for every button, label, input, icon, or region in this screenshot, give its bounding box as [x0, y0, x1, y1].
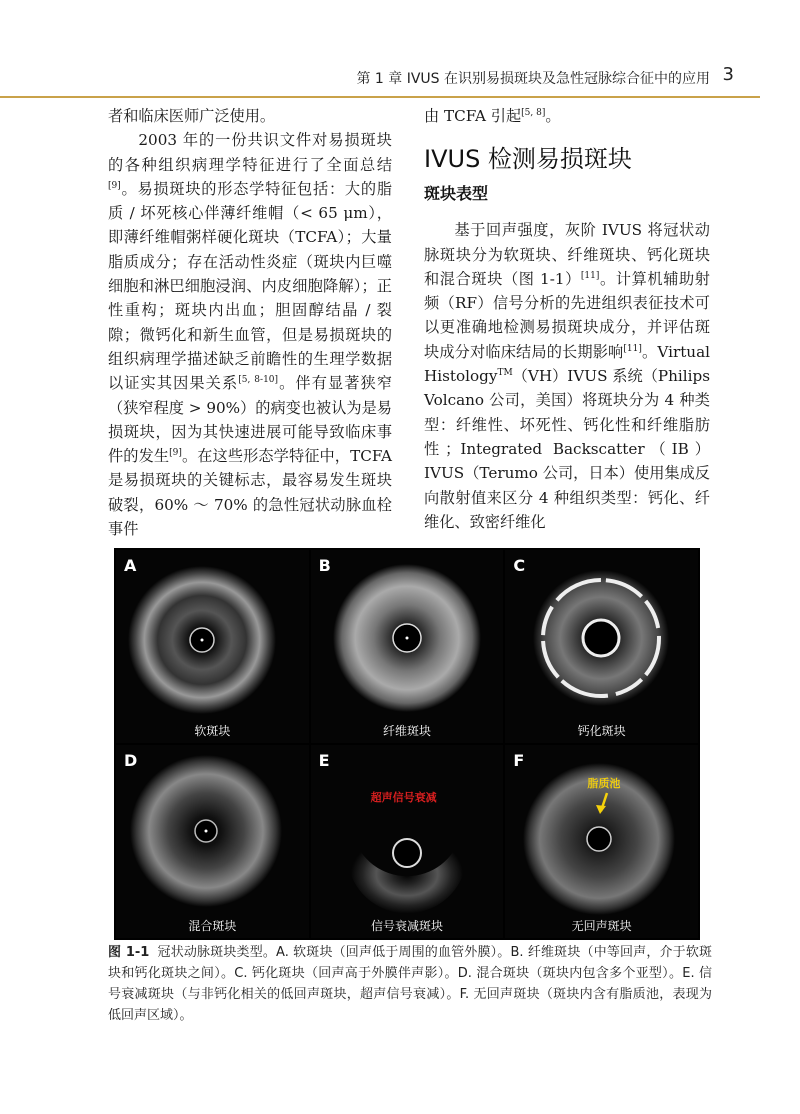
panel-label: 信号衰减斑块 [370, 919, 443, 933]
panel-letter: D [124, 751, 138, 770]
panel-letter: B [318, 556, 331, 575]
citation[interactable]: [5, 8-10] [238, 375, 279, 386]
right-column [424, 104, 710, 534]
panel-label: 软斑块 [194, 724, 231, 738]
panel-e [311, 745, 504, 938]
citation[interactable]: [9] [169, 448, 182, 459]
figure-ivus-panels [114, 548, 700, 940]
panel-letter: E [318, 751, 330, 770]
annotation-signal-attenuation: 超声信号衰减 [370, 791, 437, 804]
ivus-image-mixed-plaque [116, 745, 308, 937]
citation[interactable]: [5, 8] [521, 107, 546, 118]
ivus-image-soft-plaque [116, 550, 308, 742]
trademark: TM [497, 368, 513, 379]
panel-d [116, 745, 309, 938]
paragraph-continued: 者和临床医师广泛使用。 [108, 107, 276, 125]
annotation-lipid-pool: 脂质池 [587, 777, 621, 790]
citation[interactable]: [11] [580, 270, 600, 281]
running-header [0, 60, 800, 100]
panel-f [505, 745, 698, 938]
panel-label: 混合斑块 [188, 919, 237, 933]
panel-c [505, 550, 698, 743]
ivus-image-attenuated-plaque [311, 745, 503, 937]
panel-label: 钙化斑块 [577, 724, 626, 738]
ivus-image-echolucent-plaque [505, 745, 697, 937]
panel-b [311, 550, 504, 743]
subsection-heading: 斑块表型 [424, 184, 489, 204]
figure-caption [108, 942, 712, 1026]
panel-letter: C [513, 556, 526, 575]
header-rule [0, 96, 760, 98]
panel-a [116, 550, 309, 743]
panel-label: 纤维斑块 [382, 724, 431, 738]
panel-label: 无回声斑块 [571, 919, 632, 933]
paragraph-tcfa: 由 TCFA 引起[5, 8]。 [424, 107, 561, 125]
caption-text: 冠状动脉斑块类型。A. 软斑块（回声低于周围的血管外膜）。B. 纤维斑块（中等回声，介于软斑块和钙化斑块之间）。C. 钙化斑块（回声高于外膜伴声影）。D. 混合斑块（斑块内包含多个亚型）。E. 信号衰减斑块（与非钙化相关的低回声斑块，超声信号衰减）。F. 无回声斑块（斑块内含有脂质池，表现为低回声区域）。 [108, 945, 712, 1023]
chapter-title: 第 1 章 IVUS 在识别易损斑块及急性冠脉综合征中的应用 [356, 71, 710, 87]
panel-letter: A [124, 556, 137, 575]
panel-letter: F [513, 751, 525, 770]
ivus-image-calcified-plaque [505, 550, 697, 742]
section-heading: IVUS 检测易损斑块 [424, 145, 632, 174]
caption-number: 图 1-1 [108, 945, 150, 960]
ivus-image-fibrous-plaque [311, 550, 503, 742]
left-column [108, 104, 392, 541]
page-number: 3 [722, 64, 734, 85]
citation[interactable]: [11] [623, 343, 642, 354]
paragraph-plaque-phenotype: 基于回声强度，灰阶 IVUS 将冠状动脉斑块分为软斑块、纤维斑块、钙化斑块和混合斑块（图 1-1）[11]。计算机辅助射频（RF）信号分析的先进组织表征技术可以更准确地检测易损斑块成分，并评估斑块成分对临床结局的长期影响[11]。Virtual Histology™（VH）IVUS 系统（Philips Volcano 公司，美国）将斑块分为 4 种类型：纤维性、坏死性、钙化性和纤维脂肪性；Integrated Backscatter（IB）IVUS（Terumo 公司，日本）使用集成反向散射值来区分 4 种组织类型：钙化、纤维化、致密纤维化 [424, 221, 710, 531]
paragraph-vulnerable-plaque: 2003 年的一份共识文件对易损斑块的各种组织病理学特征进行了全面总结[9]。易损斑块的形态学特征包括：大的脂质 / 坏死核心伴薄纤维帽（< 65 μm），即薄纤维帽粥样硬化斑块（TCFA）；大量脂质成分；存在活动性炎症（斑块内巨噬细胞和淋巴细胞浸润、内皮细胞降解）；正性重构；斑块内出血；胆固醇结晶 / 裂隙；微钙化和新生血管，但是易损斑块的组织病理学描述缺乏前瞻性的生理学数据以证实其因果关系[5, 8-10]。伴有显著狭窄（狭窄程度 > 90%）的病变也被认为是易损斑块，因为其快速进展可能导致临床事件的发生[9]。在这些形态学特征中，TCFA 是易损斑块的关键标志，最容易发生斑块破裂，60% ～ 70% 的急性冠状动脉血栓事件 [108, 131, 393, 539]
citation[interactable]: [9] [108, 180, 121, 191]
